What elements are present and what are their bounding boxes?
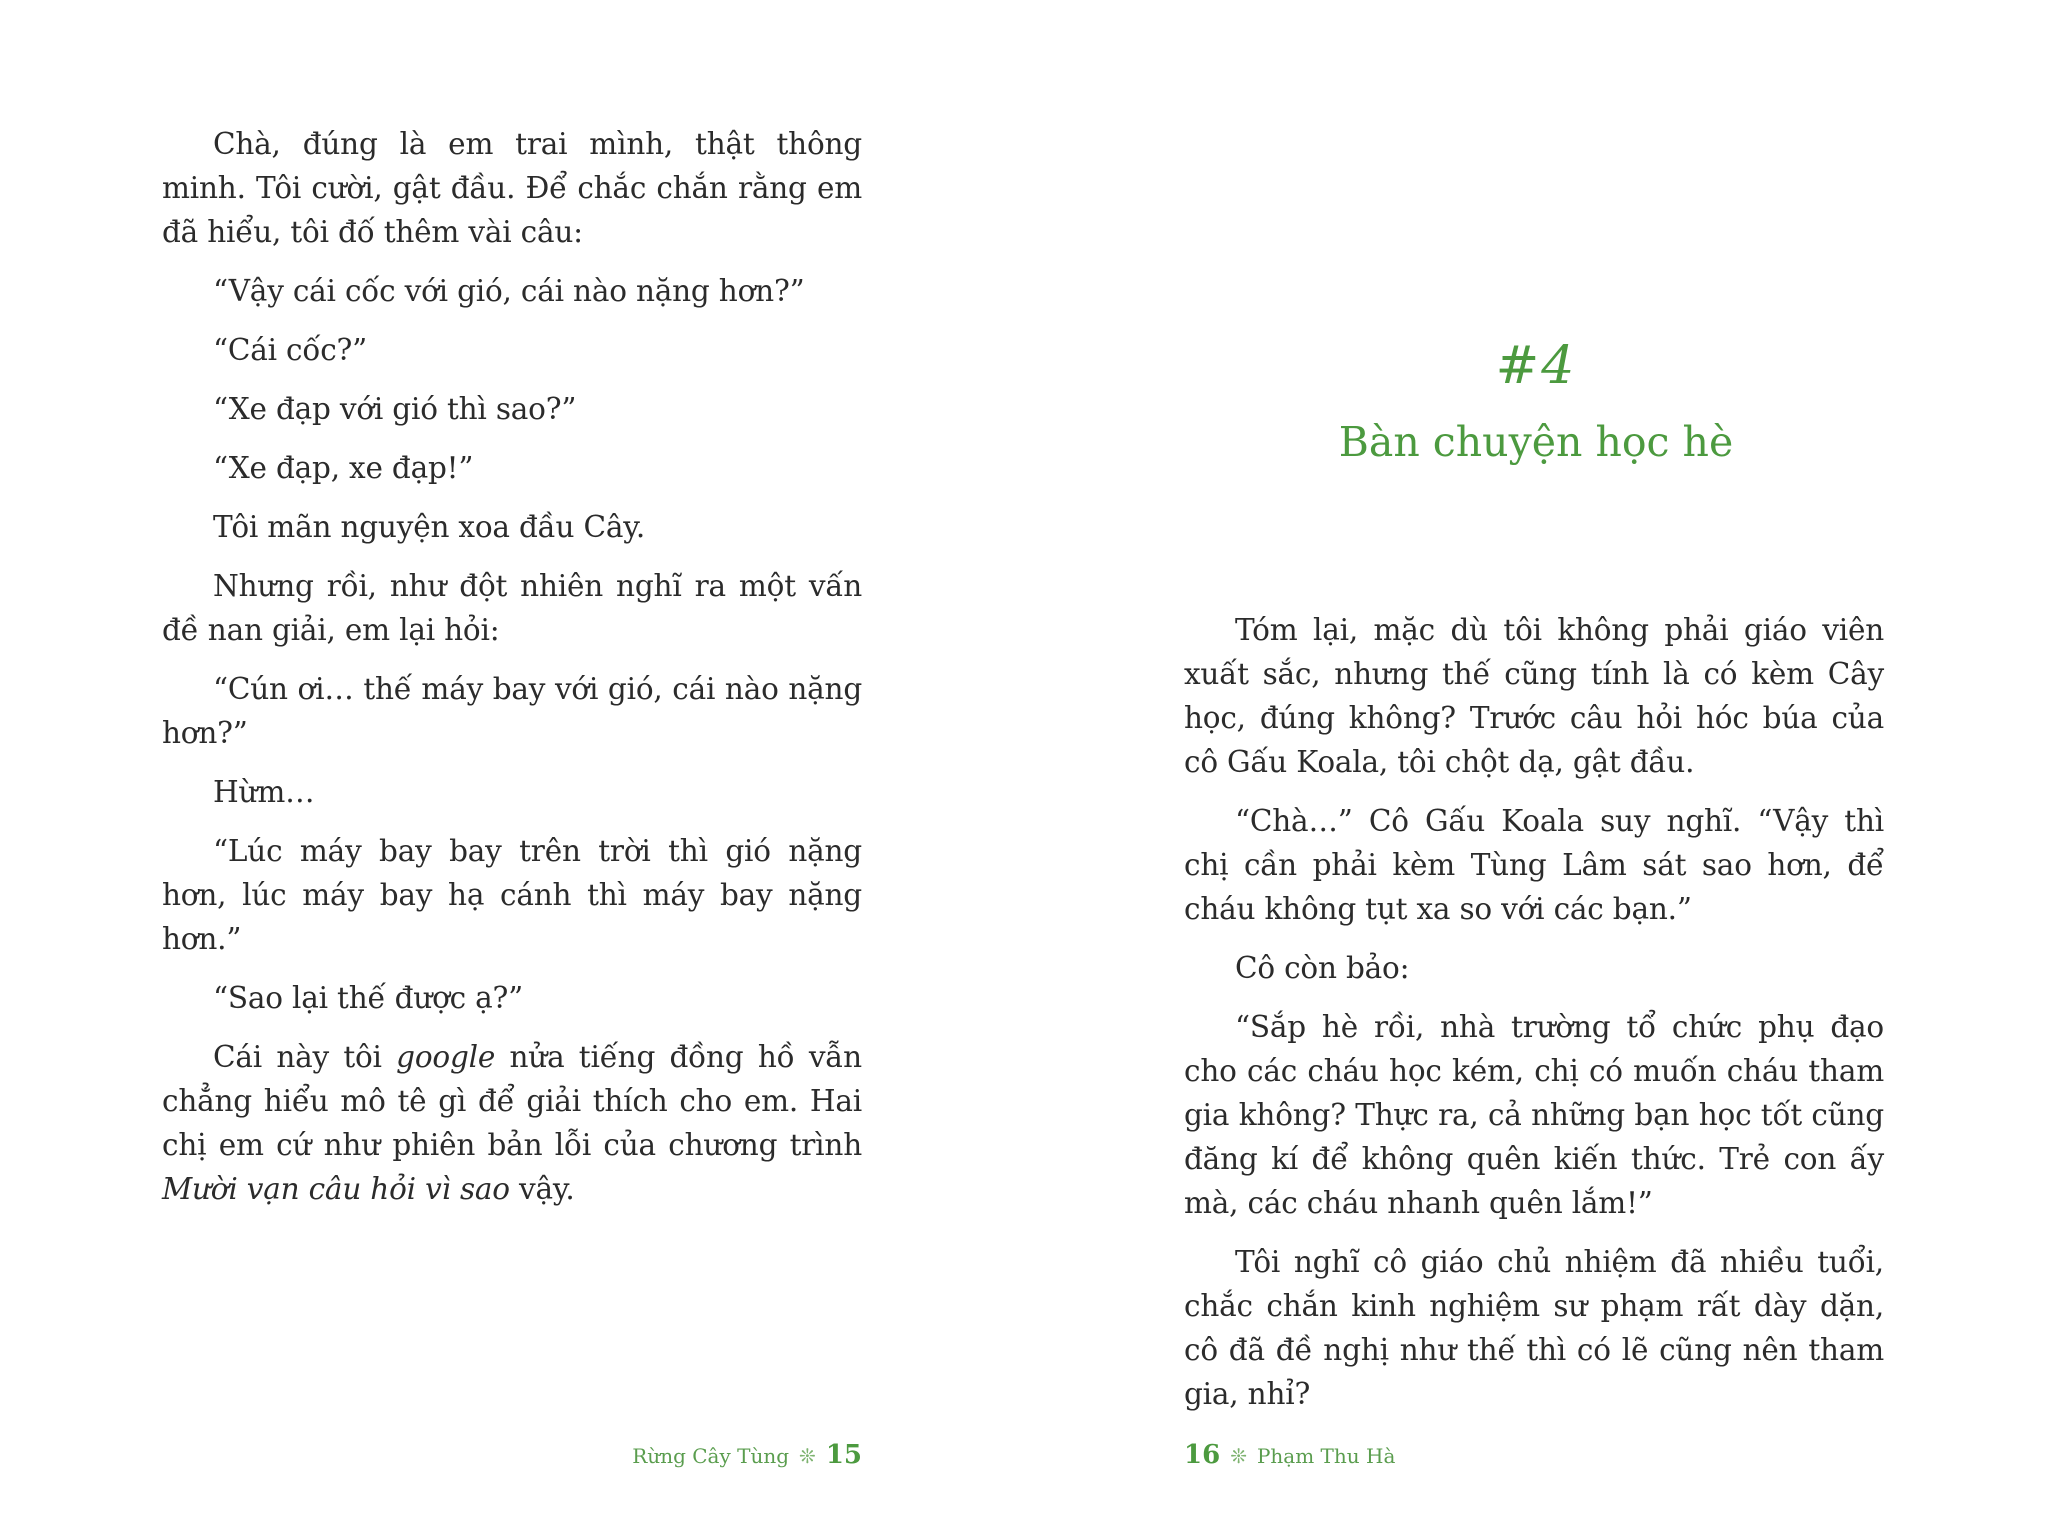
italic-book-title: Mười vạn câu hỏi vì sao xyxy=(162,1172,510,1206)
chapter-title: Bàn chuyện học hè xyxy=(1338,418,1734,466)
paragraph: Tóm lại, mặc dù tôi không phải giáo viên xuất sắc, nhưng thế cũng tính là có kèm Cây học, đúng không? Trước câu hỏi hóc búa của cô Gấu Koala, tôi chột dạ, gật đầu. xyxy=(1184,613,1884,779)
text-run: Cái này tôi xyxy=(213,1040,397,1074)
paragraph: “Sao lại thế được ạ?” xyxy=(213,981,524,1015)
paragraph: “Chà…” Cô Gấu Koala suy nghĩ. “Vậy thì chị cần phải kèm Tùng Lâm sát sao hơn, để cháu không tụt xa so với các bạn.” xyxy=(1184,804,1884,926)
paragraph xyxy=(162,1035,862,1211)
author-name: Phạm Thu Hà xyxy=(1256,1444,1396,1468)
paragraph: “Sắp hè rồi, nhà trường tổ chức phụ đạo cho các cháu học kém, chị có muốn cháu tham gia không? Thực ra, cả những bạn học tốt cũng đăng kí để không quên kiến thức. Trẻ con ấy mà, các cháu nhanh quên lắm!” xyxy=(1184,1010,1884,1220)
paragraph: “Vậy cái cốc với gió, cái nào nặng hơn?” xyxy=(213,274,805,308)
paragraph: “Lúc máy bay bay trên trời thì gió nặng hơn, lúc máy bay hạ cánh thì máy bay nặng hơn.” xyxy=(162,834,862,956)
asterisk-separator-icon: ❊ xyxy=(1230,1444,1247,1468)
italic-text: google xyxy=(396,1040,496,1074)
paragraph: Hừm… xyxy=(213,775,315,809)
right-page-footer xyxy=(1184,1440,1395,1470)
paragraph: Tôi mãn nguyện xoa đầu Cây. xyxy=(213,510,646,544)
paragraph: “Xe đạp với gió thì sao?” xyxy=(213,392,577,426)
book-title: Rừng Cây Tùng xyxy=(632,1444,790,1468)
paragraph: “Cái cốc?” xyxy=(213,333,368,367)
left-page-body xyxy=(162,122,862,1226)
paragraph: Chà, đúng là em trai mình, thật thông minh. Tôi cười, gật đầu. Để chắc chắn rằng em đã hiểu, tôi đố thêm vài câu: xyxy=(162,127,862,249)
paragraph: “Xe đạp, xe đạp!” xyxy=(213,451,474,485)
text-run: vậy. xyxy=(509,1172,575,1206)
page-number: 15 xyxy=(825,1440,862,1470)
page-number: 16 xyxy=(1184,1440,1221,1470)
right-page-body xyxy=(1184,608,1884,1431)
asterisk-separator-icon: ❊ xyxy=(799,1444,816,1468)
chapter-number: #4 xyxy=(1495,336,1577,396)
text-run: nửa tiếng đồng hồ vẫn chẳng hiểu mô tê gì để giải thích cho em. Hai chị em cứ như phiên bản lỗi của chương trình xyxy=(162,1040,862,1162)
paragraph: Cô còn bảo: xyxy=(1235,951,1410,985)
left-page-footer xyxy=(632,1440,862,1470)
paragraph: Nhưng rồi, như đột nhiên nghĩ ra một vấn đề nan giải, em lại hỏi: xyxy=(162,569,862,647)
paragraph: Tôi nghĩ cô giáo chủ nhiệm đã nhiều tuổi, chắc chắn kinh nghiệm sư phạm rất dày dặn, cô đã đề nghị như thế thì có lẽ cũng nên tham gia, nhỉ? xyxy=(1184,1245,1884,1411)
paragraph: “Cún ơi… thế máy bay với gió, cái nào nặng hơn?” xyxy=(162,672,862,750)
right-page xyxy=(1024,0,2048,1520)
